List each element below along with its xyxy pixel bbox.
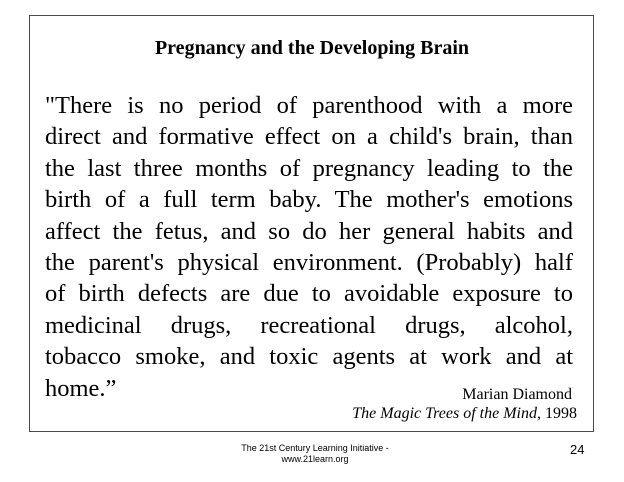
quote-line: the last three months of pregnancy leading to the	[45, 154, 573, 182]
attribution-author: Marian Diamond	[462, 386, 572, 403]
slide-title: Pregnancy and the Developing Brain	[154, 37, 470, 59]
quote-line: "There is no period of parenthood with a more	[45, 92, 573, 119]
attribution-year: , 1998	[537, 405, 577, 422]
footer-org: The 21st Century Learning Initiative -	[241, 443, 389, 453]
footer-url: www.21learn.org	[281, 454, 349, 464]
page-number: 24	[570, 442, 585, 457]
quote-block	[45, 90, 573, 404]
quote-line: of birth defects are due to avoidable exposure to	[45, 280, 573, 308]
quote-line: medicinal drugs, recreational drugs, alcohol,	[45, 311, 573, 339]
attribution-work-title: The Magic Trees of the Mind	[352, 405, 537, 422]
quote-line: the parent's physical environment. (Probably) half	[45, 249, 573, 277]
quote-line: home.”	[45, 374, 117, 402]
quote-line: direct and formative effect on a child's brain, than	[45, 123, 573, 151]
quote-line: tobacco smoke, and toxic agents at work and at	[45, 343, 573, 371]
attribution-source	[352, 405, 577, 423]
quote-line: affect the fetus, and so do her general habits and	[45, 217, 573, 245]
footer	[225, 443, 405, 465]
quote-line: birth of a full term baby. The mother's emotions	[45, 186, 573, 214]
